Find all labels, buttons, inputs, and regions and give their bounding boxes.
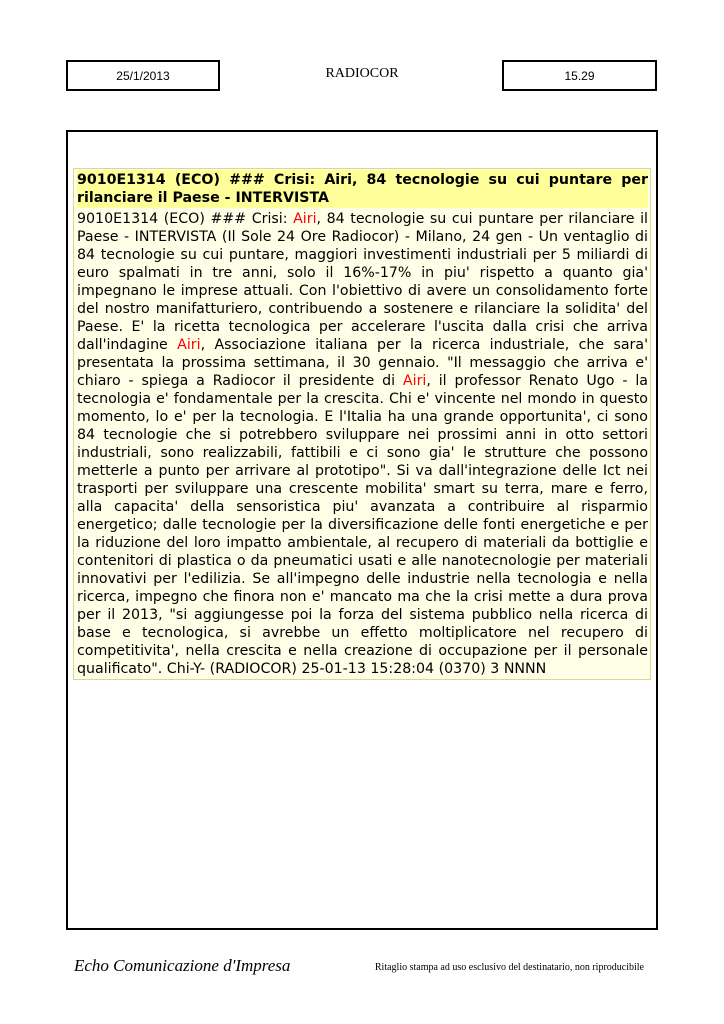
body-segment: 9010E1314 (ECO) ### Crisi: bbox=[77, 211, 294, 227]
source-label: RADIOCOR bbox=[325, 66, 399, 81]
keyword-highlight: Airi bbox=[293, 211, 317, 227]
time-box bbox=[502, 60, 657, 91]
body-segment: , il professor Renato Ugo - la tecnologia e' fondamentale per la crescita. Chi e' vincente nel mondo in questo momento, lo e' per la tecnologia. E l'Italia ha una grande opportunita', ci sono 84 tecnologie che si potrebbero sviluppare nei prossimi anni in otto settori industriali, sono realizzabili, fattibili e ci sono gia' le strutture che possono metterle a punto per arrivare al prototipo". Si va dall'integrazione delle Ict nei trasporti per sviluppare una crescente mobilita' smart su terra, mare e ferro, alla capacita' della sensoristica piu' avanzata a contribuire al risparmio energetico; dalle tecnologie per la diversificazione delle fonti energetiche e per la riduzione del loro impatto ambientale, al recupero di materiali da bottiglie e contenitori di plastica o da pneumatici usati e alle nanotecnologie per materiali innovativi per l'edilizia. Se all'impegno delle industrie nella tecnologia e nella ricerca, impegno che finora non e' mancato ma che la crisi mette a dura prova per il 2013, "si aggiungesse poi la forza del sistema pubblico nella ricerca di base e tecnologica, si avrebbe un effetto moltiplicatore nel recupero di competitivita', nella crescita e nella creazione di occupazione per il personale qualificato". Chi-Y- (RADIOCOR) 25-01-13 15:28:04 (0370) 3 NNNN bbox=[77, 373, 648, 677]
body-segment: , Associazione italiana per la ricerca industriale, che sara' presentata la prossima settimana, il 30 gennaio. "Il messaggio che arriva e' chiaro - spiega a Radiocor il presidente di bbox=[77, 337, 648, 389]
copyright-notice: Ritaglio stampa ad uso esclusivo del destinatario, non riproducibile bbox=[374, 962, 644, 973]
article-headline: 9010E1314 (ECO) ### Crisi: Airi, 84 tecnologie su cui puntare per rilanciare il Paese - INTERVISTA bbox=[77, 172, 648, 206]
keyword-highlight: Airi bbox=[402, 373, 427, 389]
article-body bbox=[77, 210, 648, 678]
time-text: 15.29 bbox=[564, 68, 595, 83]
keyword-highlight: Airi bbox=[177, 337, 201, 353]
article bbox=[73, 168, 651, 680]
date-text: 25/1/2013 bbox=[116, 68, 170, 83]
body-segment: , 84 tecnologie su cui puntare per rilanciare il Paese - INTERVISTA (Il Sole 24 Ore Radiocor) - Milano, 24 gen - Un ventaglio di 84 tecnologie su cui puntare, maggiori investimenti industriali per 5 miliardi di euro spalmati in tre anni, solo il 16%-17% in piu' rispetto a quanto gia' impegnano le imprese attuali. Con l'obiettivo di avere un consolidamento forte del nostro manifatturiero, contribuendo a sostenere e rilanciare la solidita' del Paese. E' la ricetta tecnologica per accelerare l'uscita dalla crisi che arriva dall'indagine bbox=[77, 211, 648, 353]
publisher-name: Echo Comunicazione d'Impresa bbox=[74, 956, 291, 975]
